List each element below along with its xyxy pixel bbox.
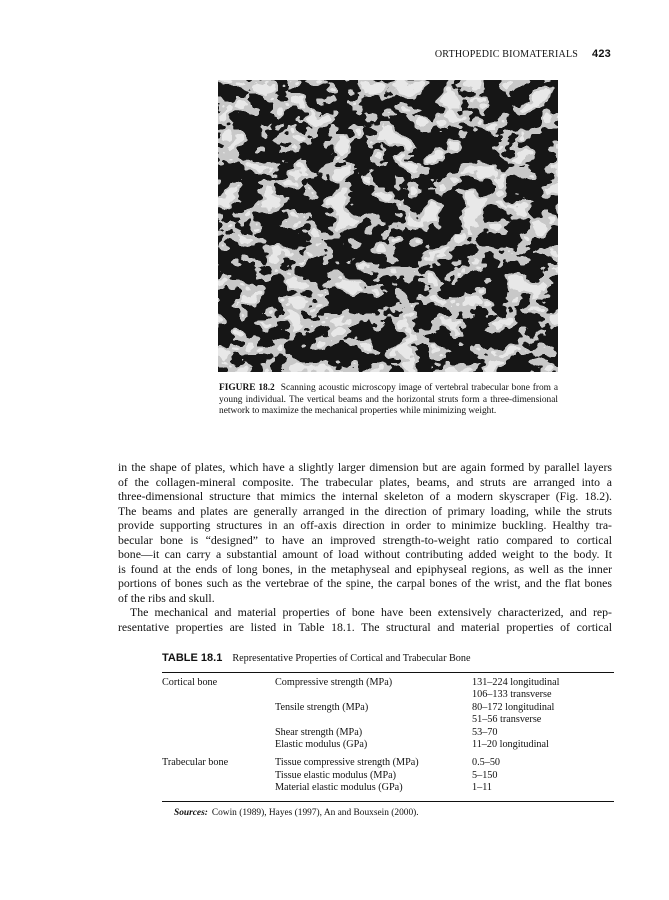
- body-line: of the collagen-mineral composite. The trabecular plates, beams, and struts are arranged into a: [118, 474, 612, 489]
- table-cell-property: Tissue compressive strength (MPa): [275, 757, 419, 769]
- sources-label: Sources:: [174, 807, 208, 818]
- running-header: [435, 48, 611, 60]
- figure-trabecular-bone-image: [218, 80, 558, 372]
- table-cell-value: 5–150: [472, 769, 498, 781]
- table-cell-property: Tissue elastic modulus (MPa): [275, 769, 397, 781]
- page-number: 423: [592, 48, 611, 60]
- properties-table: [162, 677, 614, 795]
- table-cell-property: [275, 714, 472, 726]
- table-cell-value: 51–56 transverse: [472, 714, 542, 726]
- running-title: ORTHOPEDIC BIOMATERIALS: [434, 49, 579, 60]
- table-cell-value: 1–11: [472, 782, 492, 794]
- table-cell-material: [162, 739, 275, 751]
- table-cell-value: 131–224 longitudinal: [472, 677, 560, 688]
- body-text: [118, 460, 612, 634]
- table-cell-property: [275, 689, 472, 701]
- table-row: [162, 677, 614, 689]
- body-line: becular bone is “designed” to have an improved strength-to-weight ratio compared to cortical: [118, 532, 612, 547]
- table-cell-material: [162, 689, 275, 701]
- figure-caption-text: Scanning acoustic microscopy image of vertebral trabecular bone from a young individual. The vertical beams and the horizontal struts form a three-dimensional network to maximize the mechanical properties while minimizing weight.: [219, 383, 558, 416]
- table-row: [162, 727, 614, 739]
- table-cell-material: [162, 782, 275, 794]
- table-cell-material: [162, 770, 275, 782]
- body-line: in the shape of plates, which have a slightly larger dimension but are again formed by parallel layers: [118, 460, 612, 474]
- table-cell-property: Material elastic modulus (GPa): [275, 782, 403, 794]
- table-row: [162, 714, 614, 726]
- table-cell-property: Elastic modulus (GPa): [275, 739, 368, 751]
- table-cell-material: [162, 702, 275, 714]
- figure-caption: [219, 383, 558, 418]
- body-line: provide supporting structures in an off-axis direction in order to minimize buckling. Healthy tra-: [118, 518, 612, 532]
- table-cell-value: 11–20 longitudinal: [472, 739, 549, 751]
- body-line: bone—it can carry a substantial amount of load without contributing added weight to the body. It: [118, 547, 612, 561]
- table-cell-property: Tensile strength (MPa): [275, 701, 369, 713]
- table-18-1: [162, 652, 614, 818]
- body-line: The beams and plates are generally arranged in the direction of primary loading, while the struts: [118, 503, 612, 518]
- table-row: [162, 702, 614, 714]
- table-bottom-rule: [162, 801, 614, 802]
- table-cell-material: [162, 727, 275, 739]
- table-sources: [174, 808, 614, 818]
- body-line: three-dimensional structure that mimics the internal skeleton of a modern skyscraper (Fig. 18.2).: [118, 489, 612, 503]
- figure-label: FIGURE 18.2: [219, 383, 275, 393]
- table-cell-material: [162, 714, 275, 726]
- body-line: is found at the ends of long bones, in the metaphyseal and epiphyseal regions, as well as the inner: [118, 561, 612, 576]
- table-row: [162, 782, 614, 794]
- table-cell-value: 0.5–50: [472, 757, 501, 769]
- body-line: of the ribs and skull.: [118, 590, 215, 605]
- table-row: [162, 751, 614, 769]
- body-line: resentative properties are listed in Table 18.1. The structural and material properties of cortical: [118, 619, 612, 634]
- body-line: The mechanical and material properties of bone have been extensively characterized, and rep-: [130, 605, 612, 619]
- table-row: [162, 739, 614, 751]
- table-row: [162, 689, 614, 701]
- table-cell-value: 80–172 longitudinal: [472, 701, 555, 713]
- table-cell-value: 106–133 transverse: [472, 689, 552, 701]
- table-title: Representative Properties of Cortical and Trabecular Bone: [232, 653, 471, 664]
- table-cell-property: Compressive strength (MPa): [275, 677, 393, 688]
- table-label: TABLE 18.1: [162, 652, 223, 664]
- body-line: portions of bones such as the vertebrae of the spine, the carpal bones of the wrist, and the flat bones: [118, 576, 612, 590]
- table-cell-material: Trabecular bone: [162, 757, 229, 769]
- table-row: [162, 770, 614, 782]
- table-top-rule: [162, 672, 614, 673]
- table-cell-value: 53–70: [472, 726, 498, 738]
- table-caption: [162, 652, 614, 664]
- sources-text: Cowin (1989), Hayes (1997), An and Bouxsein (2000).: [211, 807, 419, 818]
- table-cell-property: Shear strength (MPa): [275, 726, 363, 738]
- table-cell-material: Cortical bone: [162, 677, 218, 688]
